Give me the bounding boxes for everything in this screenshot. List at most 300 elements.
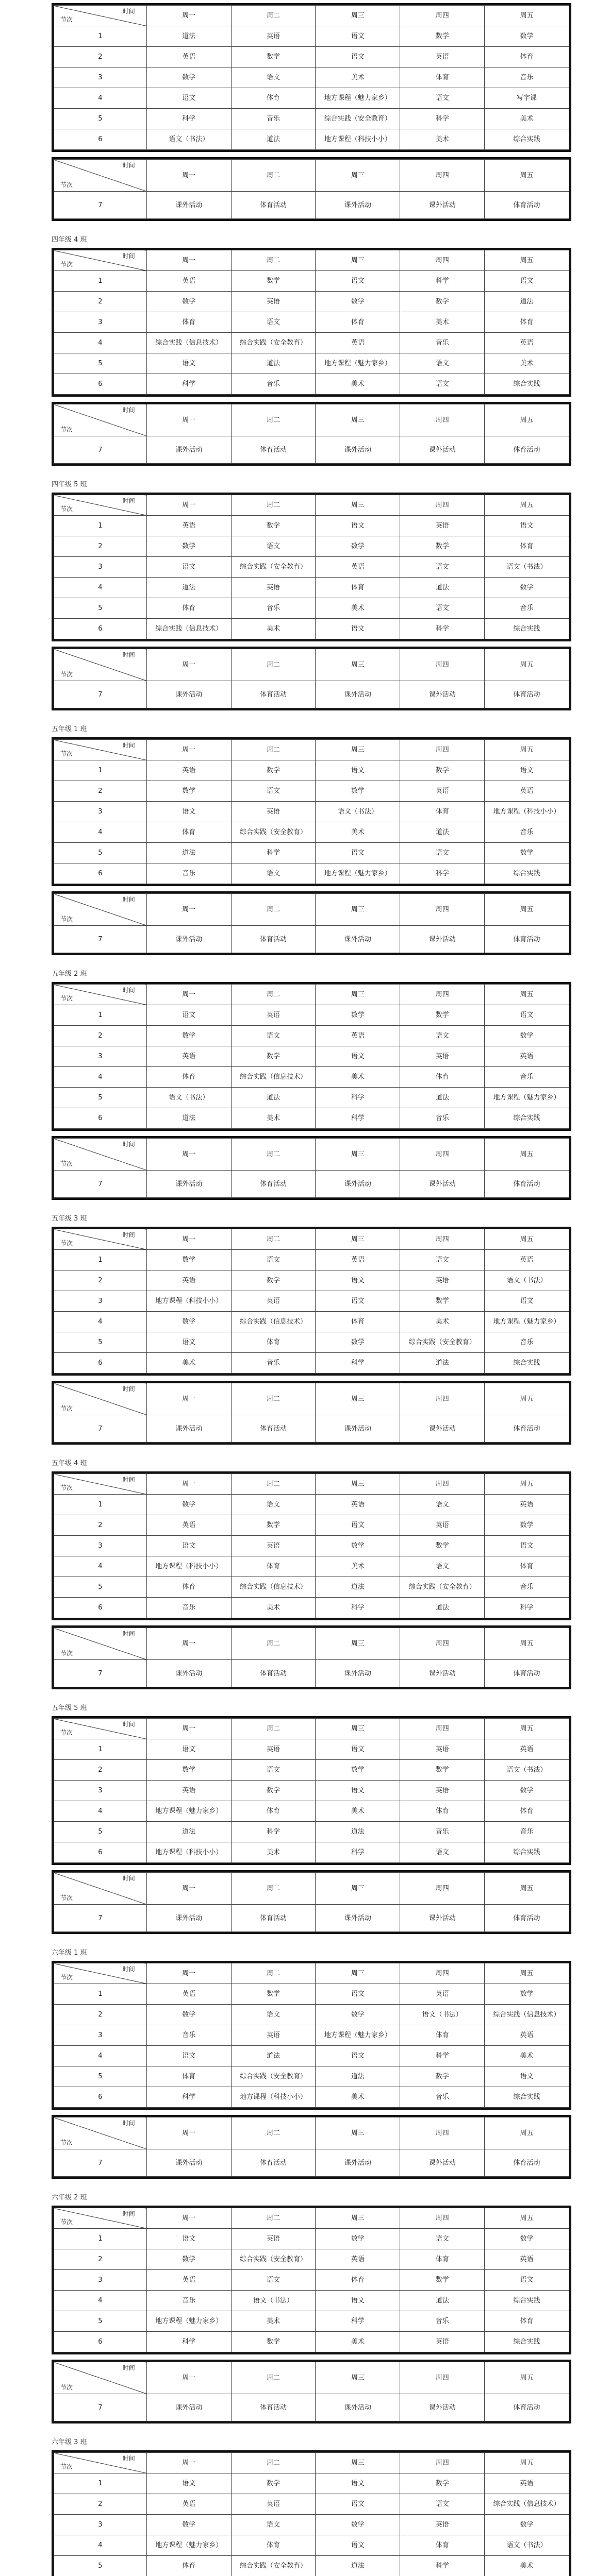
day-header: 周二 <box>231 160 316 192</box>
day-header: 周三 <box>316 404 400 436</box>
header-row <box>54 1873 569 1905</box>
day-header: 周一 <box>146 985 231 1005</box>
activity-cell: 课外活动 <box>400 681 485 708</box>
day-header: 周五 <box>485 985 569 1005</box>
activity-cell: 体育活动 <box>485 436 569 464</box>
course-cell: 数学 <box>146 1495 231 1515</box>
course-cell: 道法 <box>400 578 485 598</box>
course-cell: 科学 <box>231 843 316 863</box>
course-cell: 道法 <box>146 1822 231 1842</box>
course-cell: 综合实践（安全教育） <box>316 109 400 129</box>
course-cell: 语文 <box>485 1536 569 1556</box>
course-cell: 体育 <box>400 1801 485 1822</box>
course-cell: 道法 <box>231 353 316 374</box>
class-title: 六年级 2 班 <box>52 2194 87 2201</box>
period-row <box>54 2556 569 2576</box>
course-cell: 数学 <box>316 292 400 312</box>
course-cell: 体育 <box>400 802 485 822</box>
course-cell: 语文 <box>316 1739 400 1760</box>
course-cell: 地方课程（魅力家乡） <box>146 1801 231 1822</box>
main-schedule-table <box>52 248 571 397</box>
course-cell: 数学 <box>231 1781 316 1801</box>
day-header: 周二 <box>231 649 316 681</box>
course-cell: 语文（书法） <box>231 2291 316 2311</box>
day-header: 周一 <box>146 649 231 681</box>
main-schedule-table <box>52 1471 571 1620</box>
main-schedule-table <box>52 737 571 886</box>
course-cell: 语文 <box>146 802 231 822</box>
course-cell: 数学 <box>485 2515 569 2535</box>
period-number: 5 <box>54 598 147 619</box>
header-row <box>54 649 569 681</box>
day-header: 周二 <box>231 495 316 516</box>
day-header: 周三 <box>316 1229 400 1250</box>
course-cell: 体育 <box>485 536 569 557</box>
day-header: 周三 <box>316 894 400 926</box>
activity-cell: 体育活动 <box>231 926 316 953</box>
course-cell: 体育 <box>400 2535 485 2556</box>
corner-time-label: 时间 <box>122 2210 135 2217</box>
course-cell: 英语 <box>231 26 316 47</box>
course-cell: 数学 <box>485 26 569 47</box>
course-cell: 数学 <box>400 536 485 557</box>
period-row <box>54 2311 569 2332</box>
period-number: 2 <box>54 1026 147 1046</box>
course-cell: 科学 <box>146 2087 231 2108</box>
period-row <box>54 781 569 802</box>
period-row <box>54 2332 569 2352</box>
course-cell: 综合实践 <box>485 863 569 884</box>
after-class-table <box>52 157 571 221</box>
period-number: 6 <box>54 863 147 884</box>
course-cell: 数学 <box>400 2066 485 2087</box>
day-header: 周五 <box>485 404 569 436</box>
activity-cell: 课外活动 <box>146 681 231 708</box>
period-number: 5 <box>54 1577 147 1598</box>
class-title: 六年级 3 班 <box>52 2438 87 2446</box>
period-number: 7 <box>54 436 147 464</box>
period-number: 6 <box>54 2332 147 2352</box>
period-number: 1 <box>54 760 147 781</box>
period-number: 6 <box>54 619 147 639</box>
corner-header-cell <box>54 2117 147 2149</box>
period-row <box>54 2025 569 2046</box>
activity-row <box>54 2149 569 2177</box>
course-cell: 英语 <box>400 1270 485 1291</box>
course-cell: 综合实践（信息技术） <box>485 2494 569 2515</box>
activity-cell: 课外活动 <box>146 1171 231 1198</box>
main-schedule-table <box>52 3 571 152</box>
corner-time-label: 时间 <box>122 252 135 260</box>
period-number: 3 <box>54 802 147 822</box>
course-cell: 数学 <box>316 1760 400 1781</box>
course-cell: 英语 <box>316 557 400 578</box>
course-cell: 语文（书法） <box>316 802 400 822</box>
course-cell: 英语 <box>146 47 231 67</box>
course-cell: 音乐 <box>400 2087 485 2108</box>
period-row <box>54 1536 569 1556</box>
period-number: 2 <box>54 781 147 802</box>
period-number: 2 <box>54 536 147 557</box>
corner-time-label: 时间 <box>122 406 135 414</box>
course-cell: 语文 <box>400 2229 485 2249</box>
course-cell: 英语 <box>146 2494 231 2515</box>
day-header: 周五 <box>485 740 569 760</box>
period-number: 5 <box>54 843 147 863</box>
header-row <box>54 1719 569 1739</box>
day-header: 周五 <box>485 2362 569 2394</box>
period-number: 4 <box>54 578 147 598</box>
period-number: 1 <box>54 2473 147 2494</box>
corner-period-label: 节次 <box>60 1240 73 1247</box>
period-row <box>54 2005 569 2025</box>
day-header: 周二 <box>231 2208 316 2229</box>
course-cell: 综合实践 <box>485 1842 569 1863</box>
course-cell: 语文 <box>146 1332 231 1353</box>
corner-period-label: 节次 <box>60 2218 73 2226</box>
header-row <box>54 1963 569 1984</box>
period-row <box>54 271 569 292</box>
corner-period-label: 节次 <box>60 1650 73 1657</box>
course-cell: 美术 <box>485 2556 569 2576</box>
course-cell: 美术 <box>231 1842 316 1863</box>
course-cell: 数学 <box>316 2515 400 2535</box>
after-class-table <box>52 2115 571 2179</box>
corner-time-label: 时间 <box>122 1875 135 1882</box>
course-cell: 数学 <box>400 292 485 312</box>
period-row <box>54 822 569 843</box>
course-cell: 英语 <box>231 802 316 822</box>
activity-row <box>54 436 569 464</box>
course-cell: 综合实践 <box>485 2332 569 2352</box>
course-cell: 数学 <box>485 1026 569 1046</box>
course-cell: 美术 <box>316 1801 400 1822</box>
activity-cell: 体育活动 <box>485 681 569 708</box>
corner-header-cell <box>54 894 147 926</box>
course-cell: 科学 <box>400 2556 485 2576</box>
day-header: 周三 <box>316 160 400 192</box>
day-header: 周五 <box>485 2453 569 2473</box>
period-number: 6 <box>54 129 147 150</box>
activity-cell: 课外活动 <box>146 1905 231 1932</box>
day-header: 周二 <box>231 1873 316 1905</box>
course-cell: 综合实践（安全教育） <box>231 2066 316 2087</box>
course-cell: 语文 <box>485 2270 569 2291</box>
header-row <box>54 1139 569 1171</box>
course-cell: 科学 <box>400 619 485 639</box>
course-cell: 英语 <box>316 333 400 353</box>
course-cell: 体育 <box>485 2311 569 2332</box>
period-number: 5 <box>54 353 147 374</box>
course-cell: 语文 <box>316 1046 400 1067</box>
course-cell: 语文 <box>146 2473 231 2494</box>
activity-cell: 体育活动 <box>485 2149 569 2177</box>
course-cell: 语文 <box>146 1536 231 1556</box>
period-number: 3 <box>54 1536 147 1556</box>
period-row <box>54 1598 569 1618</box>
course-cell: 英语 <box>400 1046 485 1067</box>
period-number: 2 <box>54 1270 147 1291</box>
period-number: 3 <box>54 2025 147 2046</box>
activity-cell: 体育活动 <box>231 192 316 219</box>
class-title: 五年级 4 班 <box>52 1460 87 1467</box>
activity-cell: 课外活动 <box>316 1905 400 1932</box>
course-cell: 体育 <box>231 1556 316 1577</box>
period-number: 3 <box>54 1046 147 1067</box>
course-cell: 美术 <box>400 1312 485 1332</box>
day-header: 周五 <box>485 1873 569 1905</box>
day-header: 周四 <box>400 1229 485 1250</box>
course-cell: 语文 <box>400 2494 485 2515</box>
course-cell: 语文 <box>316 760 400 781</box>
day-header: 周二 <box>231 1719 316 1739</box>
course-cell: 科学 <box>400 271 485 292</box>
period-row <box>54 1781 569 1801</box>
course-cell: 数学 <box>485 2229 569 2249</box>
course-cell: 体育 <box>485 47 569 67</box>
course-cell: 英语 <box>485 1495 569 1515</box>
day-header: 周四 <box>400 649 485 681</box>
activity-row <box>54 1660 569 1687</box>
period-row <box>54 1026 569 1046</box>
course-cell: 道法 <box>400 1353 485 1374</box>
header-row <box>54 1229 569 1250</box>
course-cell: 语文 <box>316 843 400 863</box>
activity-cell: 体育活动 <box>485 1171 569 1198</box>
course-cell: 体育 <box>231 1332 316 1353</box>
activity-cell: 体育活动 <box>485 2394 569 2421</box>
course-cell: 英语 <box>231 2494 316 2515</box>
course-cell: 综合实践（安全教育） <box>231 2249 316 2270</box>
period-number: 7 <box>54 1905 147 1932</box>
class-title: 五年级 1 班 <box>52 725 87 733</box>
period-row <box>54 1005 569 1026</box>
day-header: 周四 <box>400 1474 485 1495</box>
course-cell: 综合实践 <box>485 1108 569 1129</box>
course-cell: 数学 <box>231 760 316 781</box>
course-cell: 语文 <box>316 1291 400 1312</box>
corner-header-cell <box>54 2208 147 2229</box>
course-cell: 数学 <box>231 1046 316 1067</box>
course-cell: 语文 <box>231 2515 316 2535</box>
activity-cell: 体育活动 <box>231 681 316 708</box>
course-cell: 美术 <box>400 312 485 333</box>
course-cell: 语文（书法） <box>485 557 569 578</box>
course-cell: 数学 <box>400 2473 485 2494</box>
corner-header-cell <box>54 2362 147 2394</box>
day-header: 周三 <box>316 250 400 271</box>
period-number: 6 <box>54 1842 147 1863</box>
activity-cell: 课外活动 <box>316 926 400 953</box>
course-cell: 科学 <box>316 1108 400 1129</box>
course-cell: 体育 <box>146 2066 231 2087</box>
course-cell: 美术 <box>316 1067 400 1088</box>
day-header: 周五 <box>485 6 569 26</box>
period-number: 6 <box>54 2087 147 2108</box>
day-header: 周三 <box>316 2117 400 2149</box>
activity-cell: 课外活动 <box>316 1660 400 1687</box>
course-cell: 音乐 <box>400 1108 485 1129</box>
corner-time-label: 时间 <box>122 1965 135 1973</box>
day-header: 周三 <box>316 1719 400 1739</box>
header-row <box>54 2117 569 2149</box>
course-cell: 体育 <box>146 312 231 333</box>
period-row <box>54 1108 569 1129</box>
period-number: 2 <box>54 2494 147 2515</box>
period-row <box>54 760 569 781</box>
course-cell: 语文 <box>485 2066 569 2087</box>
course-cell: 英语 <box>400 1739 485 1760</box>
after-class-table <box>52 2360 571 2424</box>
after-class-table <box>52 1136 571 1200</box>
course-cell: 综合实践 <box>485 374 569 395</box>
course-cell: 语文 <box>231 2005 316 2025</box>
course-cell: 数学 <box>400 1291 485 1312</box>
activity-row <box>54 2394 569 2421</box>
corner-period-label: 节次 <box>60 2139 73 2146</box>
corner-header-cell <box>54 495 147 516</box>
period-row <box>54 863 569 884</box>
course-cell: 科学 <box>146 374 231 395</box>
main-schedule-table <box>52 2450 571 2576</box>
class-title: 五年级 3 班 <box>52 1215 87 1223</box>
course-cell: 英语 <box>485 2249 569 2270</box>
activity-row <box>54 1415 569 1443</box>
course-cell: 语文 <box>316 1270 400 1291</box>
course-cell: 语文 <box>316 2473 400 2494</box>
period-number: 3 <box>54 2270 147 2291</box>
course-cell: 道法 <box>231 2046 316 2066</box>
activity-cell: 体育活动 <box>485 192 569 219</box>
activity-cell: 课外活动 <box>400 2394 485 2421</box>
day-header: 周三 <box>316 1383 400 1415</box>
period-number: 6 <box>54 1353 147 1374</box>
day-header: 周三 <box>316 1474 400 1495</box>
day-header: 周三 <box>316 740 400 760</box>
course-cell: 综合实践 <box>485 619 569 639</box>
day-header: 周三 <box>316 1963 400 1984</box>
course-cell: 数学 <box>146 2515 231 2535</box>
activity-cell: 课外活动 <box>316 2394 400 2421</box>
period-number: 2 <box>54 292 147 312</box>
period-number: 7 <box>54 681 147 708</box>
course-cell: 英语 <box>146 271 231 292</box>
course-cell: 音乐 <box>400 333 485 353</box>
period-row <box>54 67 569 88</box>
course-cell: 体育 <box>231 88 316 109</box>
period-number: 7 <box>54 1171 147 1198</box>
period-number: 7 <box>54 926 147 953</box>
period-row <box>54 1250 569 1270</box>
course-cell: 美术 <box>316 598 400 619</box>
course-cell: 英语 <box>146 1046 231 1067</box>
activity-cell: 课外活动 <box>146 1660 231 1687</box>
activity-cell: 课外活动 <box>316 1415 400 1443</box>
day-header: 周一 <box>146 1719 231 1739</box>
course-cell: 数学 <box>231 2332 316 2352</box>
period-number: 4 <box>54 333 147 353</box>
course-cell: 地方课程（科技小小） <box>316 129 400 150</box>
period-number: 3 <box>54 1291 147 1312</box>
course-cell: 语文 <box>231 1250 316 1270</box>
course-cell: 英语 <box>316 2249 400 2270</box>
course-cell: 语文（书法） <box>485 1760 569 1781</box>
course-cell: 英语 <box>146 1984 231 2005</box>
period-row <box>54 88 569 109</box>
course-cell: 英语 <box>485 1250 569 1270</box>
period-number: 5 <box>54 2066 147 2087</box>
corner-time-label: 时间 <box>122 2120 135 2127</box>
course-cell: 音乐 <box>485 1067 569 1088</box>
course-cell: 美术 <box>231 619 316 639</box>
period-number: 5 <box>54 1332 147 1353</box>
course-cell: 体育 <box>146 1067 231 1088</box>
course-cell: 美术 <box>485 109 569 129</box>
day-header: 周四 <box>400 2117 485 2149</box>
course-cell: 英语 <box>485 2473 569 2494</box>
activity-cell: 课外活动 <box>400 1171 485 1198</box>
course-cell: 英语 <box>485 2025 569 2046</box>
day-header: 周四 <box>400 250 485 271</box>
class-title: 四年级 5 班 <box>52 481 87 488</box>
course-cell: 道法 <box>231 1088 316 1108</box>
activity-cell: 课外活动 <box>400 192 485 219</box>
period-row <box>54 129 569 150</box>
course-cell: 数学 <box>485 578 569 598</box>
course-cell: 数学 <box>231 271 316 292</box>
course-cell: 道法 <box>146 843 231 863</box>
period-number: 1 <box>54 271 147 292</box>
activity-cell: 课外活动 <box>316 681 400 708</box>
period-row <box>54 2229 569 2249</box>
corner-time-label: 时间 <box>122 896 135 903</box>
header-row <box>54 985 569 1005</box>
period-number: 4 <box>54 1801 147 1822</box>
course-cell: 科学 <box>316 1353 400 1374</box>
course-cell: 音乐 <box>146 2291 231 2311</box>
course-cell: 科学 <box>231 1822 316 1842</box>
course-cell: 语文 <box>316 619 400 639</box>
period-number: 2 <box>54 47 147 67</box>
day-header: 周三 <box>316 6 400 26</box>
corner-header-cell <box>54 649 147 681</box>
day-header: 周三 <box>316 649 400 681</box>
period-row <box>54 374 569 395</box>
course-cell: 科学 <box>400 863 485 884</box>
corner-period-label: 节次 <box>60 1729 73 1736</box>
course-cell: 语文 <box>316 2291 400 2311</box>
period-number: 2 <box>54 2249 147 2270</box>
day-header: 周一 <box>146 495 231 516</box>
course-cell: 美术 <box>146 1353 231 1374</box>
course-cell: 体育 <box>485 1556 569 1577</box>
course-cell: 英语 <box>316 1250 400 1270</box>
period-number: 4 <box>54 2535 147 2556</box>
course-cell: 数学 <box>316 1005 400 1026</box>
activity-cell: 体育活动 <box>485 1905 569 1932</box>
day-header: 周五 <box>485 2208 569 2229</box>
course-cell: 英语 <box>231 1536 316 1556</box>
period-row <box>54 619 569 639</box>
period-row <box>54 1353 569 1374</box>
activity-cell: 体育活动 <box>485 1415 569 1443</box>
course-cell: 数学 <box>316 2229 400 2249</box>
course-cell: 地方课程（魅力家乡） <box>146 2535 231 2556</box>
corner-period-label: 节次 <box>60 181 73 189</box>
course-cell: 综合实践（信息技术） <box>146 619 231 639</box>
course-cell: 音乐 <box>485 822 569 843</box>
day-header: 周四 <box>400 1628 485 1660</box>
